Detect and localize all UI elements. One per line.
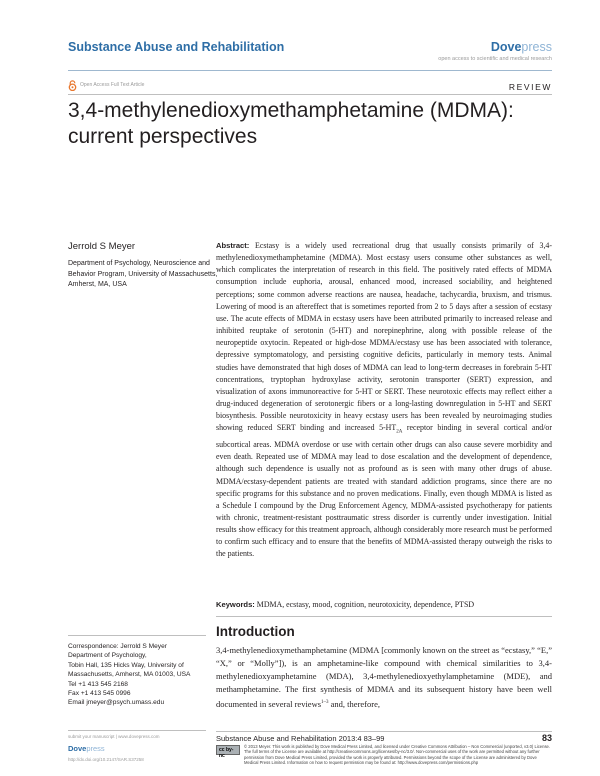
abstract bbox=[216, 240, 552, 561]
author-name: Jerrold S Meyer bbox=[68, 241, 136, 252]
publisher-tagline: open access to scientific and medical research bbox=[438, 56, 552, 62]
introduction-text: 3,4-methylenedioxymethamphetamine (MDMA [commonly known on the street as “ecstasy,” “E,” “X,” or “Molly”]), is an amphetamine-like compound with chemical similarities to 3,4-methylenedioxyamphetamine (MDA), 3,4-methylenedioxyethylamphetamine (MDE), and methamphetamine. The first synthesis of MDMA and its subsequent history have been well documented in several reviews bbox=[216, 645, 552, 710]
author-affiliation: Department of Psychology, Neuroscience and Behavior Program, University of Massachusetts, Amherst, MA, USA bbox=[68, 260, 218, 288]
footer-divider-left bbox=[68, 730, 206, 731]
journal-citation: Substance Abuse and Rehabilitation 2013:4 83–99 bbox=[216, 734, 385, 743]
abstract-label: Abstract: bbox=[216, 241, 250, 250]
open-access-lock-icon bbox=[68, 80, 77, 91]
article-type: REVIEW bbox=[508, 82, 552, 92]
abstract-subscript: 2A bbox=[396, 429, 403, 435]
footer-publisher-logo[interactable] bbox=[68, 744, 105, 753]
correspondence-email[interactable]: Email jmeyer@psych.umass.edu bbox=[68, 699, 165, 707]
correspondence-line: Tobin Hall, 135 Hicks Way, University of bbox=[68, 661, 184, 669]
keywords-text: MDMA, ecstasy, mood, cognition, neurotoxicity, dependence, PTSD bbox=[254, 600, 475, 609]
keywords-label: Keywords: bbox=[216, 600, 255, 609]
doi-link[interactable]: http://dx.doi.org/10.2147/SAR.S37258 bbox=[68, 757, 144, 762]
abstract-text: Ecstasy is a widely used recreational drug that usually consists primarily of 3,4-methylenedioxymethamphetamine (MDMA). Most ecstasy users consume other substances as well, which complicates the interpretation of research in this field. The positively rated effects of MDMA consumption include euphoria, arousal, enhanced mood, increased sociability, and heightened perceptions; some common adverse reactions are nausea, headache, tachycardia, bruxism, and trismus. Lowering of mood is an aftereffect that is sometimes reported from 2 to 5 days after a session of ecstasy use. The acute effects of MDMA in ecstasy users have been attributed primarily to increased release and inhibited reuptake of serotonin (5-HT) and norepinephrine, along with possible release of the neuropeptide oxytocin. Repeated or high-dose MDMA/ecstasy use has been associated with tolerance, depressive symptomatology, and persisting cognitive deficits, particularly in memory tests. Animal studies have demonstrated that high doses of MDMA can lead to long-term decreases in forebrain 5-HT concentrations, tryptophan hydroxylase activity, serotonin transporter (SERT) expression, and visualization of axons immunoreactive for 5-HT or SERT. These neurotoxic effects may reflect either a drug-induced degeneration of serotonergic fibers or a long-lasting downregulation in 5-HT and SERT biosynthesis. Possible neurotoxicity in heavy ecstasy users has been revealed by neuroimaging studies showing reduced SERT binding and increased 5-HT bbox=[216, 241, 552, 433]
license-text: © 2013 Meyer. This work is published by Dove Medical Press Limited, and licensed under Creative Commons Attribution – Non Commercial (unported, v3.0) License. The full terms of the License are available at http://creativecommons.org/licenses/by-nc/3.0/. Non-commercial uses of the work are permitted without any further permission from Dove Medical Press Limited, provided the work is properly attributed. Permissions beyond the scope of the License are administered by Dove Medical Press Limited. Information on how to request permission may be found at: http://www.dovepress.com/permissions.php bbox=[244, 744, 551, 766]
correspondence-fax: Fax +1 413 545 0996 bbox=[68, 690, 131, 698]
creative-commons-icon[interactable] bbox=[216, 745, 240, 759]
correspondence-block bbox=[68, 642, 218, 708]
footer-divider-right bbox=[216, 731, 552, 732]
correspondence-label: Correspondence: Jerrold S Meyer bbox=[68, 643, 167, 650]
keywords bbox=[216, 599, 552, 611]
creative-commons-label: cc by-nc bbox=[219, 747, 234, 759]
header-divider bbox=[68, 70, 552, 71]
introduction-text-end: and, therefore, bbox=[328, 699, 380, 710]
footer-logo-press: press bbox=[86, 744, 105, 753]
correspondence-line: Department of Psychology, bbox=[68, 652, 147, 660]
introduction-paragraph bbox=[216, 644, 552, 711]
section-heading-introduction: Introduction bbox=[216, 624, 295, 639]
open-access-label: Open Access Full Text Article bbox=[80, 82, 145, 88]
journal-name: Substance Abuse and Rehabilitation bbox=[68, 40, 285, 54]
page-number: 83 bbox=[541, 733, 552, 743]
correspondence-divider bbox=[68, 635, 206, 636]
correspondence-phone: Tel +1 413 545 2168 bbox=[68, 680, 128, 688]
footer-logo-dove: Dove bbox=[68, 744, 87, 753]
introduction-reference[interactable]: 1–3 bbox=[321, 700, 329, 706]
submit-manuscript-link[interactable]: submit your manuscript | www.dovepress.com bbox=[68, 734, 160, 739]
publisher-logo-press: press bbox=[521, 40, 552, 54]
keywords-divider bbox=[216, 616, 552, 617]
abstract-text-continued: receptor binding in several cortical and/or subcortical areas. MDMA overdose or use with certain other drugs can also cause severe morbidity and even death. Repeated use of MDMA may lead to dose escalation and the development of dependence, although such dependence is usually not as profound as is seen with many other drugs of abuse. MDMA/ecstasy-dependent patients are treated with standard addiction programs, since there are no specific programs for this substance and no proven medications. Finally, even though MDMA is listed as a Schedule I compound by the Drug Enforcement Agency, MDMA-assisted psychotherapy for patients with chronic, treatment-resistant posttraumatic stress disorder is currently under investigation. Initial results show efficacy for this treatment approach, although considerably more research must be performed to confirm such efficacy and to ensure that the benefits of MDMA-assisted therapy outweigh the risks to the patients. bbox=[216, 423, 553, 559]
article-title: 3,4-methylenedioxymethamphetamine (MDMA): current perspectives bbox=[68, 99, 514, 148]
publisher-logo-dove: Dove bbox=[490, 40, 522, 54]
correspondence-line: Massachusetts, Amherst, MA 01003, USA bbox=[68, 671, 191, 679]
publisher-logo[interactable] bbox=[491, 40, 552, 54]
title-divider bbox=[68, 94, 552, 95]
